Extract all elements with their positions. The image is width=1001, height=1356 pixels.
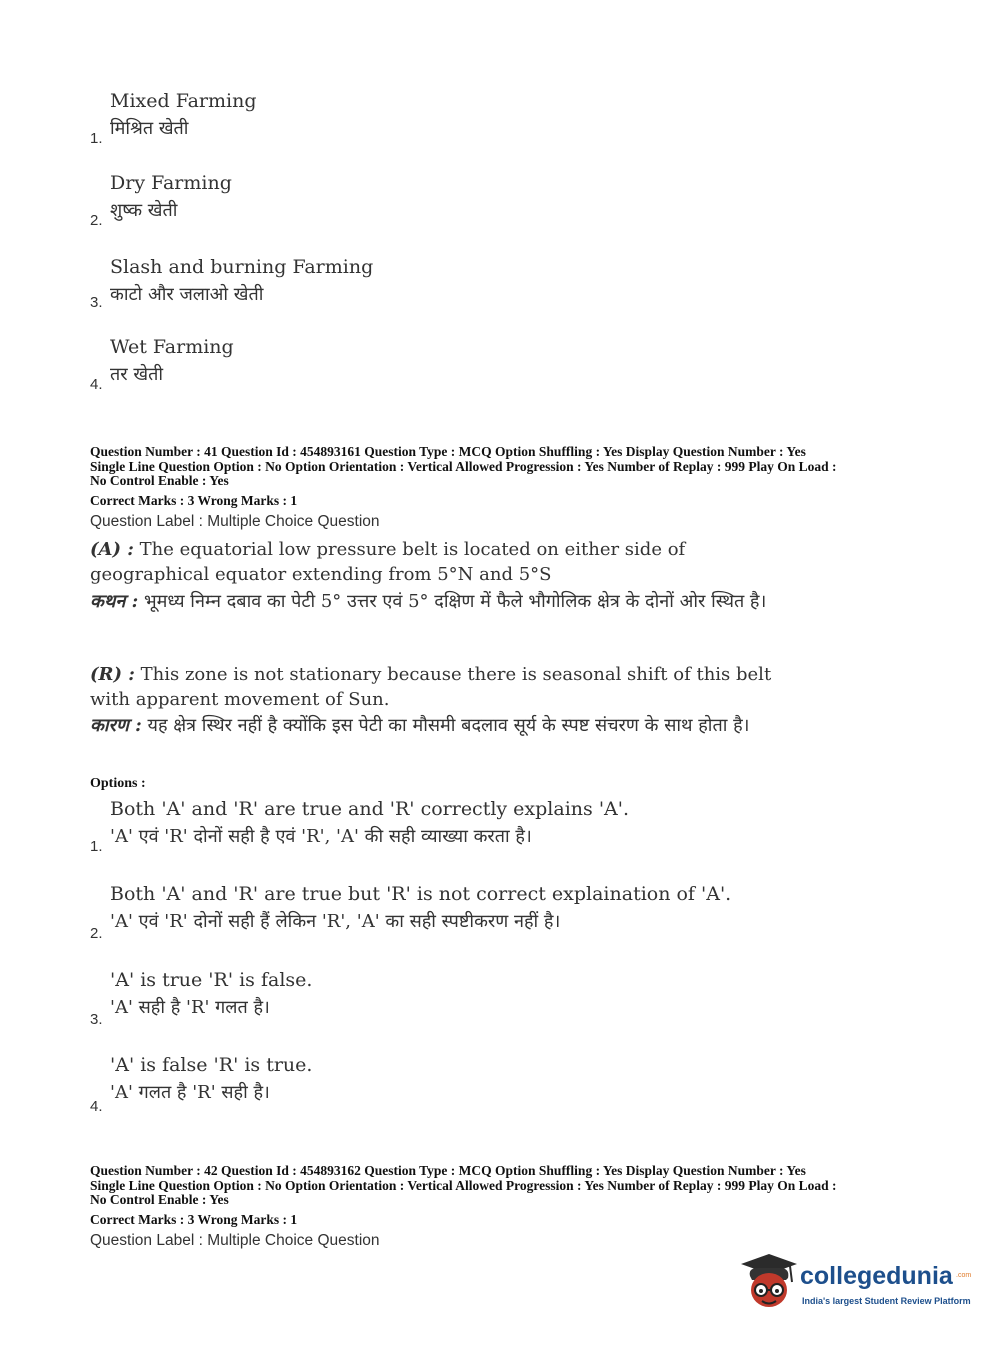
- meta-line: No Control Enable : Yes: [90, 473, 229, 488]
- option-text-hi: शुष्क खेती: [110, 200, 178, 221]
- reason-text: This zone is not stationary because there is seasonal shift of this belt with apparent movement of Sun.: [90, 664, 772, 710]
- option-text-hi: 'A' एवं 'R' दोनों सही हैं लेकिन 'R', 'A' का सही स्पष्टीकरण नहीं है।: [110, 911, 561, 932]
- option-text-hi: काटो और जलाओ खेती: [110, 284, 264, 305]
- option-text-hi: 'A' गलत है 'R' सही है।: [110, 1082, 270, 1103]
- option-number: 4.: [90, 1098, 103, 1115]
- logo-brand-text: collegedunia: [800, 1262, 953, 1290]
- question-meta: [90, 1164, 920, 1208]
- reason-en: [90, 662, 790, 712]
- option-text-en: Mixed Farming: [110, 90, 257, 112]
- option-text-en: 'A' is false 'R' is true.: [110, 1054, 313, 1076]
- question-meta: [90, 445, 920, 489]
- collegedunia-logo: [740, 1250, 970, 1316]
- assertion-prefix: (A) :: [90, 539, 134, 560]
- assertion-hi-text: भूमध्य निम्न दबाव का पेटी 5° उत्तर एवं 5° दक्षिण में फैले भौगोलिक क्षेत्र के दोनों ओर स्थित है।: [138, 591, 767, 612]
- meta-line: Single Line Question Option : No Option Orientation : Vertical Allowed Progression : Yes Number of Replay : 999 Play On Load :: [90, 1177, 837, 1193]
- logo-com-text: .com: [956, 1272, 972, 1279]
- option-text-hi: 'A' एवं 'R' दोनों सही है एवं 'R', 'A' की सही व्याख्या करता है।: [110, 826, 532, 847]
- student-mascot-icon: [740, 1254, 798, 1314]
- assertion-hi-prefix: कथन :: [90, 591, 139, 612]
- reason-hi-prefix: कारण :: [90, 715, 142, 736]
- option-text-en: Both 'A' and 'R' are true but 'R' is not correct explaination of 'A'.: [110, 883, 732, 905]
- option-number: 1.: [90, 130, 103, 147]
- option-number: 3.: [90, 294, 103, 311]
- option-text-hi: 'A' सही है 'R' गलत है।: [110, 997, 270, 1018]
- question-marks: Correct Marks : 3 Wrong Marks : 1: [90, 1212, 298, 1227]
- logo-tagline: India's largest Student Review Platform: [802, 1296, 971, 1306]
- option-number: 2.: [90, 925, 103, 942]
- option-text-hi: मिश्रित खेती: [110, 118, 189, 139]
- question-marks: Correct Marks : 3 Wrong Marks : 1: [90, 493, 298, 508]
- assertion-en: [90, 537, 790, 587]
- assertion-text: The equatorial low pressure belt is located on either side of geographical equator extending from 5°N and 5°S: [90, 539, 686, 585]
- meta-line: Single Line Question Option : No Option Orientation : Vertical Allowed Progression : Yes Number of Replay : 999 Play On Load :: [90, 458, 837, 474]
- option-text-hi: तर खेती: [110, 364, 163, 385]
- assertion-hi: [90, 589, 790, 614]
- option-text-en: Both 'A' and 'R' are true and 'R' correctly explains 'A'.: [110, 798, 630, 820]
- question-label: Question Label : Multiple Choice Question: [90, 513, 380, 530]
- option-number: 1.: [90, 838, 103, 855]
- meta-line: No Control Enable : Yes: [90, 1192, 229, 1207]
- option-text-en: Wet Farming: [110, 336, 234, 358]
- options-heading: Options :: [90, 776, 146, 791]
- reason-hi-text: यह क्षेत्र स्थिर नहीं है क्योंकि इस पेटी का मौसमी बदलाव सूर्य के स्पष्ट संचरण के साथ होता है।: [141, 715, 750, 736]
- option-text-en: Slash and burning Farming: [110, 256, 374, 278]
- option-number: 2.: [90, 212, 103, 229]
- option-text-en: 'A' is true 'R' is false.: [110, 969, 313, 991]
- meta-line: Question Number : 41 Question Id : 454893161 Question Type : MCQ Option Shuffling : Yes Display Question Number : Yes: [90, 444, 806, 459]
- reason-hi: [90, 713, 790, 738]
- meta-line: Question Number : 42 Question Id : 454893162 Question Type : MCQ Option Shuffling : Yes Display Question Number : Yes: [90, 1163, 806, 1178]
- question-label: Question Label : Multiple Choice Question: [90, 1232, 380, 1249]
- option-text-en: Dry Farming: [110, 172, 232, 194]
- reason-prefix: (R) :: [90, 664, 135, 685]
- option-number: 3.: [90, 1011, 103, 1028]
- option-number: 4.: [90, 376, 103, 393]
